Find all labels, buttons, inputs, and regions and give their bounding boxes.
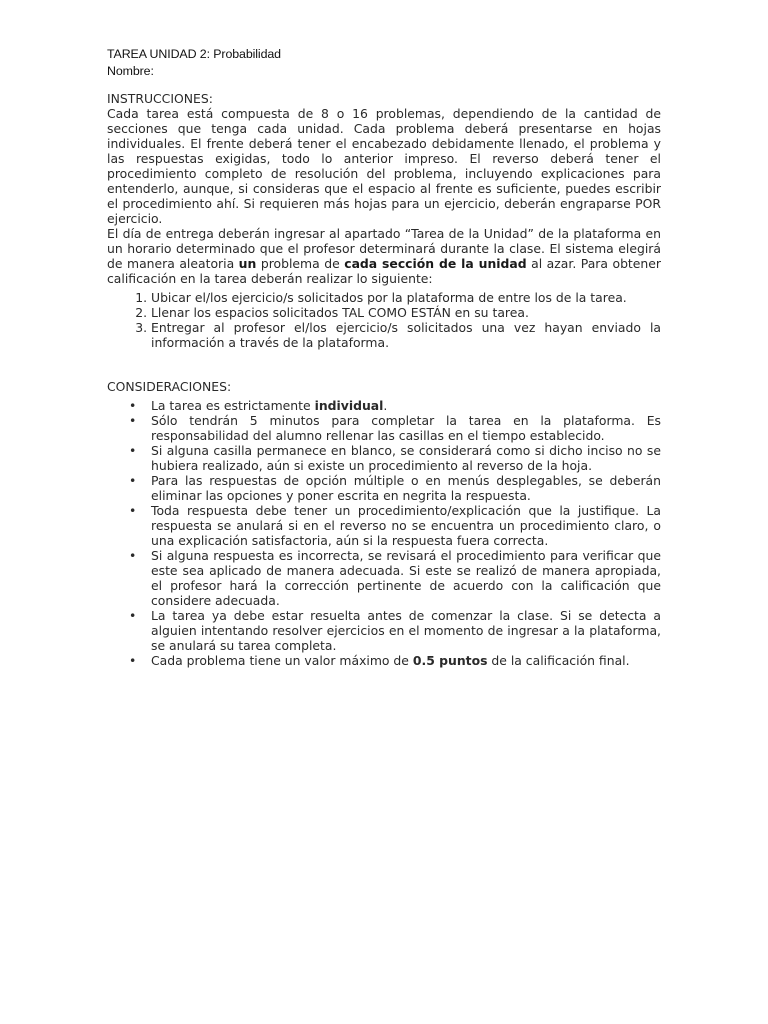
consideration-item: [129, 608, 661, 653]
bullet-icon: •: [129, 653, 137, 668]
instructions-heading: INSTRUCCIONES:: [107, 91, 213, 106]
bullet-icon: •: [129, 413, 137, 428]
consideration-text: .: [383, 398, 388, 413]
instructions-emphasis-un: un: [238, 256, 257, 271]
consideration-text: Para las respuestas de opción múltiple o en menús desplegables, se deberán eliminar las opciones y poner escrita en negrita la respuesta.: [151, 473, 661, 503]
instructions-paragraph-1: Cada tarea está compuesta de 8 o 16 problemas, dependiendo de la cantidad de secciones que tenga cada unidad. Cada problema deberá presentarse en hojas individuales. El frente deberá tener el encabezado debidamente llenado, el problema y las respuestas exigidas, todo lo anterior impreso. El reverso deberá tener el procedimiento completo de resolución del problema, incluyendo explicaciones para entenderlo, aunque, si consideras que el espacio al frente es suficiente, puedes escribir el procedimiento ahí. Si requieren más hojas para un ejercicio, deberán engraparse POR ejercicio.: [107, 106, 661, 226]
consideration-text: Si alguna casilla permanece en blanco, se considerará como si dicho inciso no se hubiera realizado, aún si existe un procedimiento al reverso de la hoja.: [151, 443, 661, 473]
step-item: 1. Ubicar el/los ejercicio/s solicitados por la plataforma de entre los de la tarea.: [151, 290, 661, 305]
bullet-icon: •: [129, 548, 137, 563]
consideration-text: La tarea es estrictamente: [151, 398, 315, 413]
consideration-item: [129, 443, 661, 473]
bullet-icon: •: [129, 443, 137, 458]
instructions-paragraph-2-text: El día de entrega deberán ingresar al apartado “Tarea de la Unidad” de la plataforma en un horario determinado que el profesor determinará durante la clase. El sistema elegirá de manera aleatoria: [107, 226, 661, 271]
instructions-paragraph-2-text: al azar. Para obtener calificación en la tarea deberán realizar lo siguiente:: [107, 256, 661, 286]
consideration-item: [129, 548, 661, 608]
consideration-item: [129, 503, 661, 548]
considerations-heading: CONSIDERACIONES:: [107, 379, 232, 394]
consideration-text: La tarea ya debe estar resuelta antes de comenzar la clase. Si se detecta a alguien intentando resolver ejercicios en el momento de ingresar a la plataforma, se anulará su tarea completa.: [151, 608, 661, 653]
spacer: [107, 350, 661, 379]
consideration-item: [129, 398, 661, 413]
consideration-emphasis: 0.5 puntos: [412, 653, 488, 668]
step-item: 3. Entregar al profesor el/los ejercicio/s solicitados una vez hayan enviado la información a través de la plataforma.: [151, 320, 661, 350]
spacer: [107, 80, 661, 91]
instructions-paragraph-2-text: problema de: [256, 256, 345, 271]
consideration-item: [129, 413, 661, 443]
step-item: 2. Llenar los espacios solicitados TAL COMO ESTÁN en su tarea.: [151, 305, 661, 320]
bullet-icon: •: [129, 608, 137, 623]
consideration-item: [129, 473, 661, 503]
document-page: [107, 46, 661, 668]
bullet-icon: •: [129, 473, 137, 488]
bullet-icon: •: [129, 503, 137, 518]
document-title: TAREA UNIDAD 2: Probabilidad: [107, 47, 281, 61]
instructions-emphasis-section: cada sección de la unidad: [344, 256, 527, 271]
consideration-emphasis: individual: [314, 398, 384, 413]
bullet-icon: •: [129, 398, 137, 413]
consideration-item: [129, 653, 661, 668]
consideration-text: Sólo tendrán 5 minutos para completar la tarea en la plataforma. Es responsabilidad del alumno rellenar las casillas en el tiempo establecido.: [151, 413, 661, 443]
consideration-text: de la calificación final.: [487, 653, 630, 668]
considerations-list: [107, 398, 661, 668]
consideration-text: Cada problema tiene un valor máximo de: [151, 653, 413, 668]
steps-list: [107, 290, 661, 350]
name-label: Nombre:: [107, 64, 154, 78]
instructions-paragraph-2: [107, 226, 661, 286]
consideration-text: Si alguna respuesta es incorrecta, se revisará el procedimiento para verificar que este sea aplicado de manera adecuada. Si este se realizó de manera apropiada, el profesor hará la corrección pertinente de acuerdo con la calificación que considere adecuada.: [151, 548, 661, 608]
consideration-text: Toda respuesta debe tener un procedimiento/explicación que la justifique. La respuesta se anulará si en el reverso no se encuentra un procedimiento claro, o una explicación satisfactoria, aún si la respuesta fuera correcta.: [151, 503, 661, 548]
